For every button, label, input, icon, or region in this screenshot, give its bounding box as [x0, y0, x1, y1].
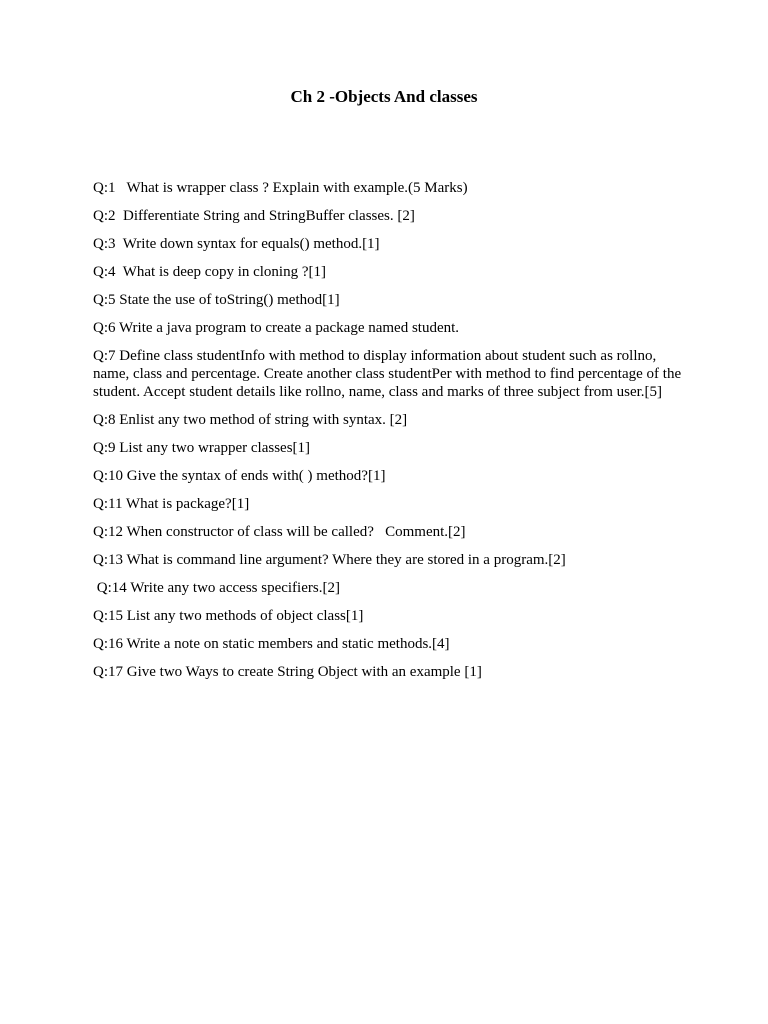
question-item: Q:6 Write a java program to create a package named student.	[93, 320, 460, 336]
page-title: Ch 2 -Objects And classes	[290, 87, 478, 106]
question-item: Q:7 Define class studentInfo with method to display information about student such as rollno, name, class and percentage. Create another class studentPer with method to find percentage of the student. Accept student details like rollno, name, class and marks of three subject from user.[5]	[93, 348, 685, 400]
question-item: Q:1 What is wrapper class ? Explain with example.(5 Marks)	[93, 180, 468, 196]
question-item: Q:16 Write a note on static members and static methods.[4]	[93, 636, 450, 652]
question-item: Q:5 State the use of toString() method[1]	[93, 292, 340, 308]
question-item: Q:9 List any two wrapper classes[1]	[93, 440, 311, 456]
question-item: Q:11 What is package?[1]	[93, 496, 250, 512]
question-item: Q:3 Write down syntax for equals() method.[1]	[93, 236, 380, 252]
question-item: Q:10 Give the syntax of ends with( ) method?[1]	[93, 468, 386, 484]
question-item: Q:14 Write any two access specifiers.[2]	[93, 580, 340, 596]
question-item: Q:4 What is deep copy in cloning ?[1]	[93, 264, 326, 280]
question-item: Q:8 Enlist any two method of string with syntax. [2]	[93, 412, 408, 428]
question-item: Q:2 Differentiate String and StringBuffer classes. [2]	[93, 208, 415, 224]
question-item: Q:12 When constructor of class will be called? Comment.[2]	[93, 524, 466, 540]
question-item: Q:15 List any two methods of object class[1]	[93, 608, 364, 624]
question-list	[93, 179, 683, 691]
question-item: Q:17 Give two Ways to create String Object with an example [1]	[93, 664, 482, 680]
question-item: Q:13 What is command line argument? Where they are stored in a program.[2]	[93, 552, 566, 568]
